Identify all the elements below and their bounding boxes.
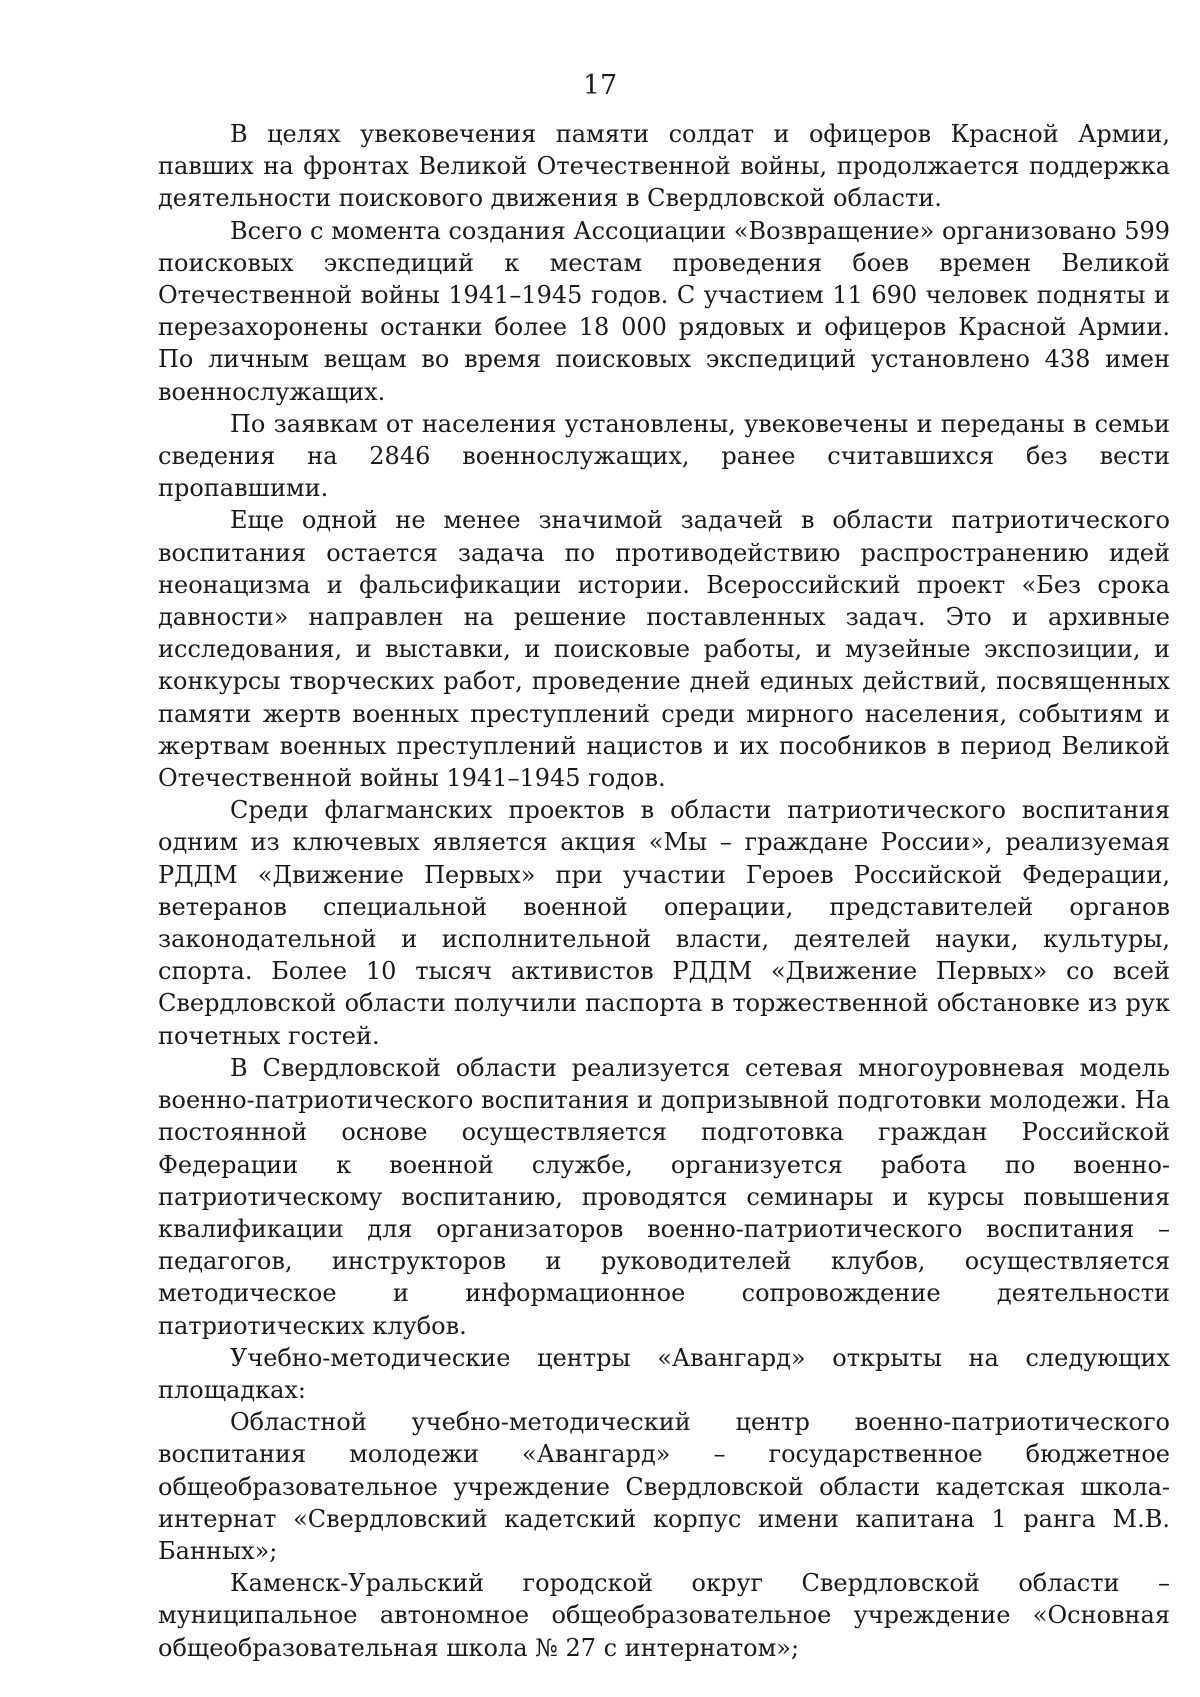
paragraph-expeditions: Всего с момента создания Ассоциации «Возвращение» организовано 599 поисковых экспедиций к местам проведения боев времен Великой Отечественной войны 1941–1945 годов. С участием 11 690 человек подняты и перезахоронены останки более 18 000 рядовых и офицеров Красной Армии. По личным вещам во время поисковых экспедиций установлено 438 имен военнослужащих.	[158, 216, 1170, 406]
paragraph-multilevel-model: В Свердловской области реализуется сетевая многоуровневая модель военно-патриотического воспитания и допризывной подготовки молодежи. На постоянной основе осуществляется подготовка граждан Российской Федерации к военной службе, организуется работа по военно-патриотическому воспитанию, проводятся семинары и курсы повышения квалификации для организаторов военно-патриотического воспитания – педагогов, инструкторов и руководителей клубов, осуществляется методическое и информационное сопровождение деятельности патриотических клубов.	[158, 1053, 1170, 1340]
paragraph-memorial: В целях увековечения памяти солдат и офицеров Красной Армии, павших на фронтах Великой Отечественной войны, продолжается поддержка деятельности поискового движения в Свердловской области.	[158, 120, 1170, 213]
list-item-kamensk-uralsky: Каменск-Уральский городской округ Свердловской области – муниципальное автономное общеобразовательное учреждение «Основная общеобразовательная школа № 27 с интернатом»;	[158, 1569, 1170, 1662]
paragraph-neonazism: Еще одной не менее значимой задачей в области патриотического воспитания остается задача по противодействию распространению идей неонацизма и фальсификации истории. Всероссийский проект «Без срока давности» направлен на решение поставленных задач. Это и архивные исследования, и выставки, и поисковые работы, и музейные экспозиции, и конкурсы творческих работ, проведение дней единых действий, посвященных памяти жертв военных преступлений среди мирного населения, событиям и жертвам военных преступлений нацистов и их пособников в период Великой Отечественной войны 1941–1945 годов.	[158, 506, 1170, 793]
paragraph-avangard-centers: Учебно-методические центры «Авангард» открыты на следующих площадках:	[158, 1343, 1170, 1404]
page-number: 17	[582, 70, 618, 101]
document-body	[158, 118, 1170, 1664]
list-item-regional-center: Областной учебно-методический центр военно-патриотического воспитания молодежи «Авангард» – государственное бюджетное общеобразовательное учреждение Свердловской области кадетская школа-интернат «Свердловский кадетский корпус имени капитана 1 ранга М.В. Банных»;	[158, 1408, 1170, 1565]
paragraph-flagship-projects: Среди флагманских проектов в области патриотического воспитания одним из ключевых является акция «Мы – граждане России», реализуемая РДДМ «Движение Первых» при участии Героев Российской Федерации, ветеранов специальной военной операции, представителей органов законодательной и исполнительной власти, деятелей науки, культуры, спорта. Более 10 тысяч активистов РДДМ «Движение Первых» со всей Свердловской области получили паспорта в торжественной обстановке из рук почетных гостей.	[158, 796, 1170, 1050]
paragraph-missing-soldiers: По заявкам от населения установлены, увековечены и переданы в семьи сведения на 2846 военнослужащих, ранее считавшихся без вести пропавшими.	[158, 409, 1170, 503]
